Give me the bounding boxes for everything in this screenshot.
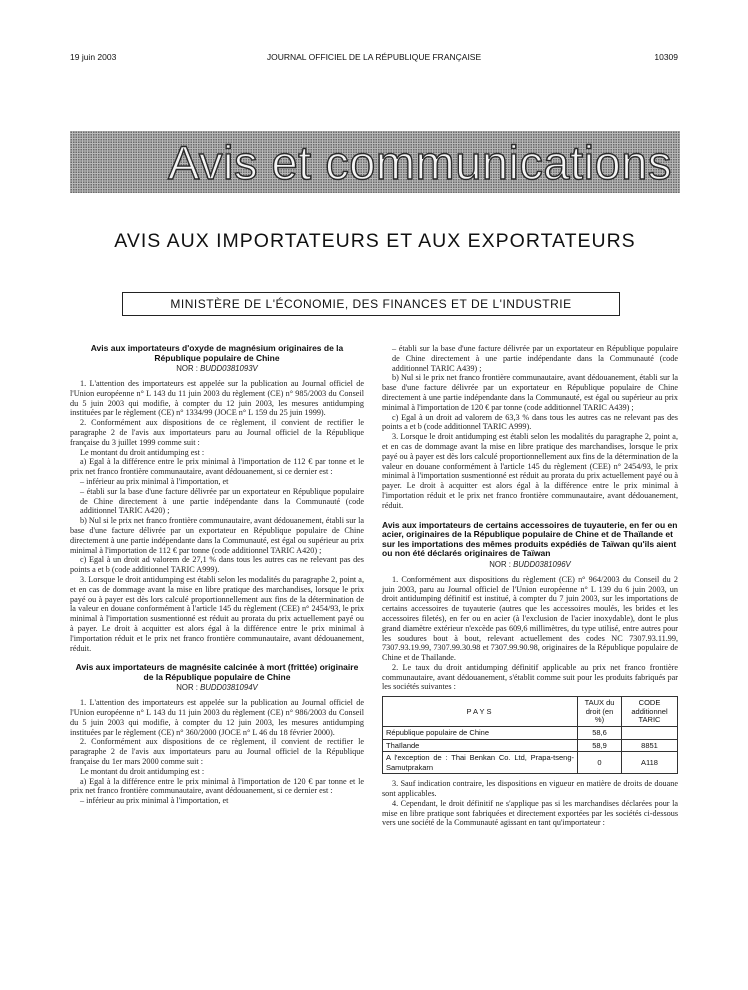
notice-magnesium-oxide — [70, 344, 364, 653]
paragraph: b) Nul si le prix net franco frontière communautaire, avant dédouanement, établi sur la base d'une facture délivrée par un exportateur en République populaire de Chine directement à une partie indépendante dans la Communauté, est égal ou supérieur au prix minimal à l'importation de 112 € par tonne (code additionnel TARIC A420) ; — [70, 516, 364, 555]
paragraph: c) Egal à un droit ad valorem de 27,1 % dans tous les autres cas ne relevant pas des points a et b (code additionnel TARIC A999). — [70, 555, 364, 575]
duty-rate-table — [382, 696, 678, 774]
paragraph: – inférieur au prix minimal à l'importation, et — [80, 476, 229, 486]
notice-pipe-fittings — [382, 521, 678, 829]
notice-title: Avis aux importateurs d'oxyde de magnésium originaires de la République populaire de Chine — [90, 343, 344, 363]
left-column — [70, 344, 364, 806]
paragraph: b) Nul si le prix net franco frontière communautaire, avant dédouanement, établi sur la base d'une facture délivrée par un exportateur en République populaire de Chine directement à une partie indépendante dans la Communauté, est égal ou supérieur au prix minimal à l'importation de 120 € par tonne (code additionnel TARIC A439) ; — [382, 373, 678, 412]
section-banner — [70, 131, 680, 193]
paragraph: 1. L'attention des importateurs est appelée sur la publication au Journal officiel de l'Union européenne n° L 143 du 11 juin 2003 du règlement (CE) n° 986/2003 du Conseil du 5 juin 2003 qui modifie, à compter du 12 juin 2003, les mesures antidumping instituées par le règlement (CE) n° 360/2000 (JOCE n° L 46 du 18 février 2000). — [70, 698, 364, 737]
paragraph: 2. Le taux du droit antidumping définitif applicable au prix net franco frontière communautaire, avant dédouanement, s'établit comme suit pour les produits fabriqués par les sociétés suivantes : — [382, 662, 678, 692]
cell-country: Thaïlande — [383, 739, 578, 752]
paragraph: a) Egal à la différence entre le prix minimal à l'importation de 120 € par tonne et le prix net franco frontière communautaire, avant dédouanement, si ce dernier est : — [70, 776, 364, 796]
col-header-code: CODE additionnel TARIC — [622, 697, 678, 727]
paragraph: 3. Lorsque le droit antidumping est établi selon les modalités du paragraphe 2, point a, et en cas de dommage avant la mise en libre pratique des marchandises, lorsque le prix payé ou à payer est dès lors calculé proportionnellement aux fins de la détermination de la valeur en douane conformément à l'article 145 du règlement (CEE) n° 2454/93, le prix minimal à l'importation susmentionné est réduit au prorata du prix actuellement payé ou à payer. Le droit à acquitter est alors égal à la différence entre le prix minimal à l'importation réduit et le prix net franco frontière communautaire, avant dédouanement, réduit. — [70, 574, 364, 653]
header-journal-title: JOURNAL OFFICIEL DE LA RÉPUBLIQUE FRANÇAISE — [266, 52, 482, 62]
notice-title: Avis aux importateurs de magnésite calcinée à mort (frittée) originaire de la République populaire de Chine — [75, 662, 359, 682]
paragraph: 2. Conformément aux dispositions de ce règlement, il convient de rectifier le paragraphe 2 de l'avis aux importateurs paru au Journal officiel de la République française du 1er mars 2000 comme suit : — [70, 737, 364, 767]
nor-label: NOR : — [176, 364, 201, 374]
paragraph: 3. Lorsque le droit antidumping est établi selon les modalités du paragraphe 2, point a, et en cas de dommage avant la mise en libre pratique des marchandises, lorsque le prix payé ou à payer est dès lors calculé proportionnellement aux fins de la détermination de la valeur en douane conformément à l'article 145 du règlement (CEE) n° 2454/93, le prix minimal à l'importation susmentionné est réduit au prorata du prix actuellement payé ou à payer. Le droit à acquitter est alors égal à la différence entre le prix minimal à l'importation réduit et le prix net franco frontière communautaire, avant dédouanement, réduit. — [382, 432, 678, 510]
paragraph: 2. Conformément aux dispositions de ce règlement, il convient de rectifier le paragraphe 2 de l'avis aux importateurs paru au Journal officiel de la République française du 3 juillet 1999 comme suit : — [70, 418, 364, 447]
paragraph: Le montant du droit antidumping est : — [80, 447, 205, 457]
paragraph: Le montant du droit antidumping est : — [80, 766, 205, 776]
paragraph: c) Egal à un droit ad valorem de 63,3 % dans tous les autres cas ne relevant pas des points a et b (code additionnel TARIC A999). — [382, 412, 678, 432]
paragraph: 4. Cependant, le droit définitif ne s'applique pas si les marchandises déclarées pour la mise en libre pratique sont fabriquées et directement exportées par les sociétés ci-dessous vers une société de la Communauté agissant en tant qu'importateur : — [382, 798, 678, 828]
cell-code: A118 — [622, 752, 678, 774]
table-row — [383, 727, 678, 740]
ministry-box: MINISTÈRE DE L'ÉCONOMIE, DES FINANCES ET DE L'INDUSTRIE — [122, 292, 620, 316]
notice-title: Avis aux importateurs de certains accessoires de tuyauterie, en fer ou en acier, originaires de la République populaire de Chine et de Thaïlande et sur les importations des mêmes produits expédiés de Taïwan qu'ils aient ou non été déclarés originaires de Taïwan — [382, 519, 678, 559]
table-header-row — [383, 697, 678, 727]
paragraph: 3. Sauf indication contraire, les dispositions en vigueur en matière de droits de douane sont applicables. — [382, 779, 678, 799]
nor-reference — [70, 683, 364, 693]
cell-rate: 58,6 — [578, 727, 622, 740]
notice-body-continued — [382, 779, 678, 828]
nor-code: BUDD0381093V — [200, 364, 258, 374]
nor-reference — [382, 560, 678, 570]
nor-label: NOR : — [489, 559, 514, 569]
banner-title: Avis et communications — [168, 136, 672, 189]
notice-body — [70, 698, 364, 806]
paragraph: 1. Conformément aux dispositions du règlement (CE) n° 964/2003 du Conseil du 2 juin 2003, paru au Journal officiel de l'Union européenne n° L 139 du 6 juin 2003, un droit antidumping définitif est institué, à compter du 7 juin 2003, sur les importations de certains accessoires de tuyauterie (autres que les accessoires moulés, les brides et les accessoires filetés), en fer ou en acier (à l'exclusion de l'acier inoxydable), dont le plus grand diamètre extérieur n'excède pas 609,6 millimètres, du type utilisé, entre autres pour les soudures bout à bout, relevant actuellement des codes NC 7307.93.11.99, 7307.93.19.99, 7307.99.30.98 et 7307.99.90.98, originaires de la République populaire de Chine et de Thaïlande. — [382, 574, 678, 663]
notice-body — [70, 379, 364, 653]
right-column — [382, 344, 678, 828]
page-header — [70, 52, 678, 66]
nor-label: NOR : — [176, 683, 201, 693]
cell-country: République populaire de Chine — [383, 727, 578, 740]
notice-body — [382, 575, 678, 693]
col-header-country: PAYS — [383, 697, 578, 727]
cell-country: A l'exception de : Thai Benkan Co. Ltd, Prapa-tseng-Samutprakarn — [383, 752, 578, 774]
cell-code: 8851 — [622, 739, 678, 752]
main-title: AVIS AUX IMPORTATEURS ET AUX EXPORTATEURS — [114, 230, 636, 252]
col-header-rate: TAUX du droit (en %) — [578, 697, 622, 727]
notice-magnesite-continued — [382, 344, 678, 511]
cell-rate: 58,9 — [578, 739, 622, 752]
nor-code: BUDD0381094V — [200, 683, 258, 693]
cell-code — [622, 727, 678, 740]
nor-code: BUDD0381096V — [513, 559, 571, 569]
table-row — [383, 752, 678, 774]
notice-magnesite — [70, 663, 364, 806]
header-page-number: 10309 — [654, 52, 678, 62]
paragraph: – établi sur la base d'une facture délivrée par un exportateur en République populaire de Chine directement à une partie indépendante dans la Communauté (code additionnel TARIC A439) ; — [392, 344, 678, 373]
header-date: 19 juin 2003 — [70, 52, 117, 62]
paragraph: a) Egal à la différence entre le prix minimal à l'importation de 112 € par tonne et le prix net franco frontière communautaire, avant dédouanement, si ce dernier est : — [70, 457, 364, 477]
paragraph: – inférieur au prix minimal à l'importation, et — [80, 796, 229, 806]
paragraph: – établi sur la base d'une facture délivrée par un exportateur en République populaire de Chine directement à une partie indépendante dans la Communauté (code additionnel TARIC A420) ; — [80, 486, 364, 516]
paragraph: 1. L'attention des importateurs est appelée sur la publication au Journal officiel de l'Union européenne n° L 143 du 11 juin 2003 du règlement (CE) n° 985/2003 du Conseil du 5 juin 2003 qui modifie, à compter du 12 juin 2003, les mesures antidumping instituées par le règlement (CE) n° 1334/99 (JOCE n° L 159 du 25 juin 1999). — [70, 378, 364, 418]
cell-rate: 0 — [578, 752, 622, 774]
table-row — [383, 739, 678, 752]
nor-reference — [70, 364, 364, 374]
